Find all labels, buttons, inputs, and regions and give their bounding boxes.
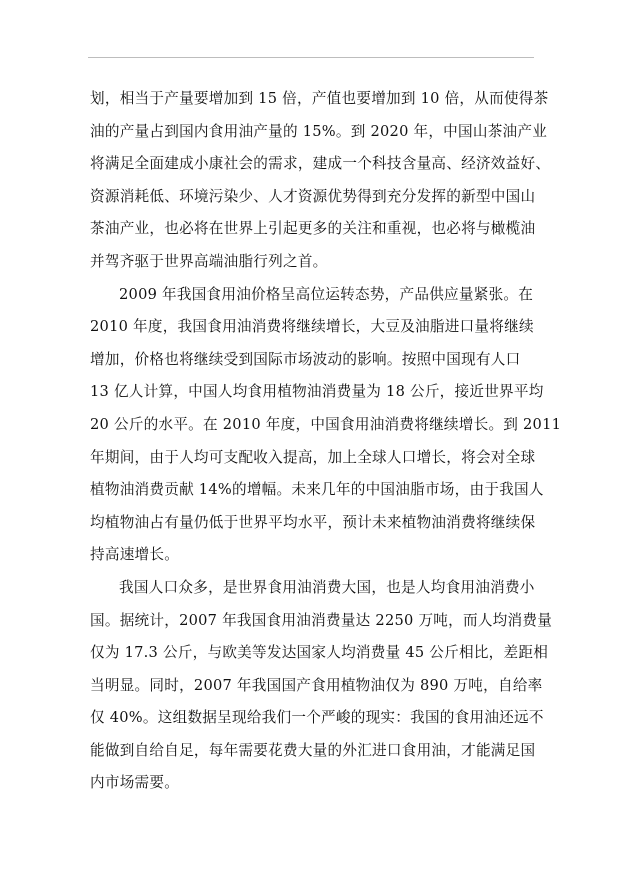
text-line: 当明显。同时，2007 年我国国产食用植物油仅为 890 万吨，自给率 — [90, 676, 543, 694]
header-rule — [88, 57, 534, 58]
text-line: 能做到自给自足，每年需要花费大量的外汇进口食用油，才能满足国 — [90, 741, 536, 759]
text-line: 20 公斤的水平。在 2010 年度，中国食用油消费将继续增长。到 2011 — [90, 415, 562, 433]
text-line: 划，相当于产量要增加到 15 倍，产值也要增加到 10 倍，从而使得茶 — [90, 90, 549, 107]
text-line: 并驾齐驱于世界高端油脂行列之首。 — [90, 252, 328, 270]
text-line: 均植物油占有量仍低于世界平均水平，预计未来植物油消费将继续保 — [90, 513, 536, 531]
paragraph-1 — [90, 83, 551, 279]
text-line: 植物油消费贡献 14%的增幅。未来几年的中国油脂市场，由于我国人 — [90, 481, 544, 499]
text-line: 2010 年度，我国食用油消费将继续增长，大豆及油脂进口量将继续 — [90, 318, 534, 336]
text-line: 年期间，由于人均可支配收入提高，加上全球人口增长，将会对全球 — [90, 448, 536, 466]
paragraph-2 — [90, 279, 562, 572]
text-line: 茶油产业，也必将在世界上引起更多的关注和重视，也必将与橄榄油 — [90, 220, 536, 238]
text-line: 仅为 17.3 公斤，与欧美等发达国家人均消费量 45 公斤相比，差距相 — [90, 644, 549, 662]
paragraph-3 — [90, 572, 553, 800]
text-line: 内市场需要。 — [90, 774, 180, 792]
text-line: 13 亿人计算，中国人均食用植物油消费量为 18 公斤，接近世界平均 — [90, 383, 544, 401]
text-line: 将满足全面建成小康社会的需求，建成一个科技含量高、经济效益好、 — [90, 155, 551, 173]
text-line: 资源消耗低、环境污染少、人才资源优势得到充分发挥的新型中国山 — [90, 187, 536, 205]
text-line: 油的产量占到国内食用油产量的 15%。到 2020 年，中国山茶油产业 — [90, 122, 548, 140]
text-line: 持高速增长。 — [90, 546, 180, 564]
text-line: 我国人口众多，是世界食用油消费大国，也是人均食用油消费小 — [119, 578, 535, 596]
document-body — [90, 83, 562, 800]
text-line: 增加，价格也将继续受到国际市场波动的影响。按照中国现有人口 — [90, 350, 521, 368]
text-line: 2009 年我国食用油价格呈高位运转态势，产品供应量紧张。在 — [119, 285, 534, 303]
text-line: 仅 40%。这组数据呈现给我们一个严峻的现实：我国的食用油还远不 — [90, 709, 544, 727]
text-line: 国。据统计，2007 年我国食用油消费量达 2250 万吨，而人均消费量 — [90, 611, 553, 629]
